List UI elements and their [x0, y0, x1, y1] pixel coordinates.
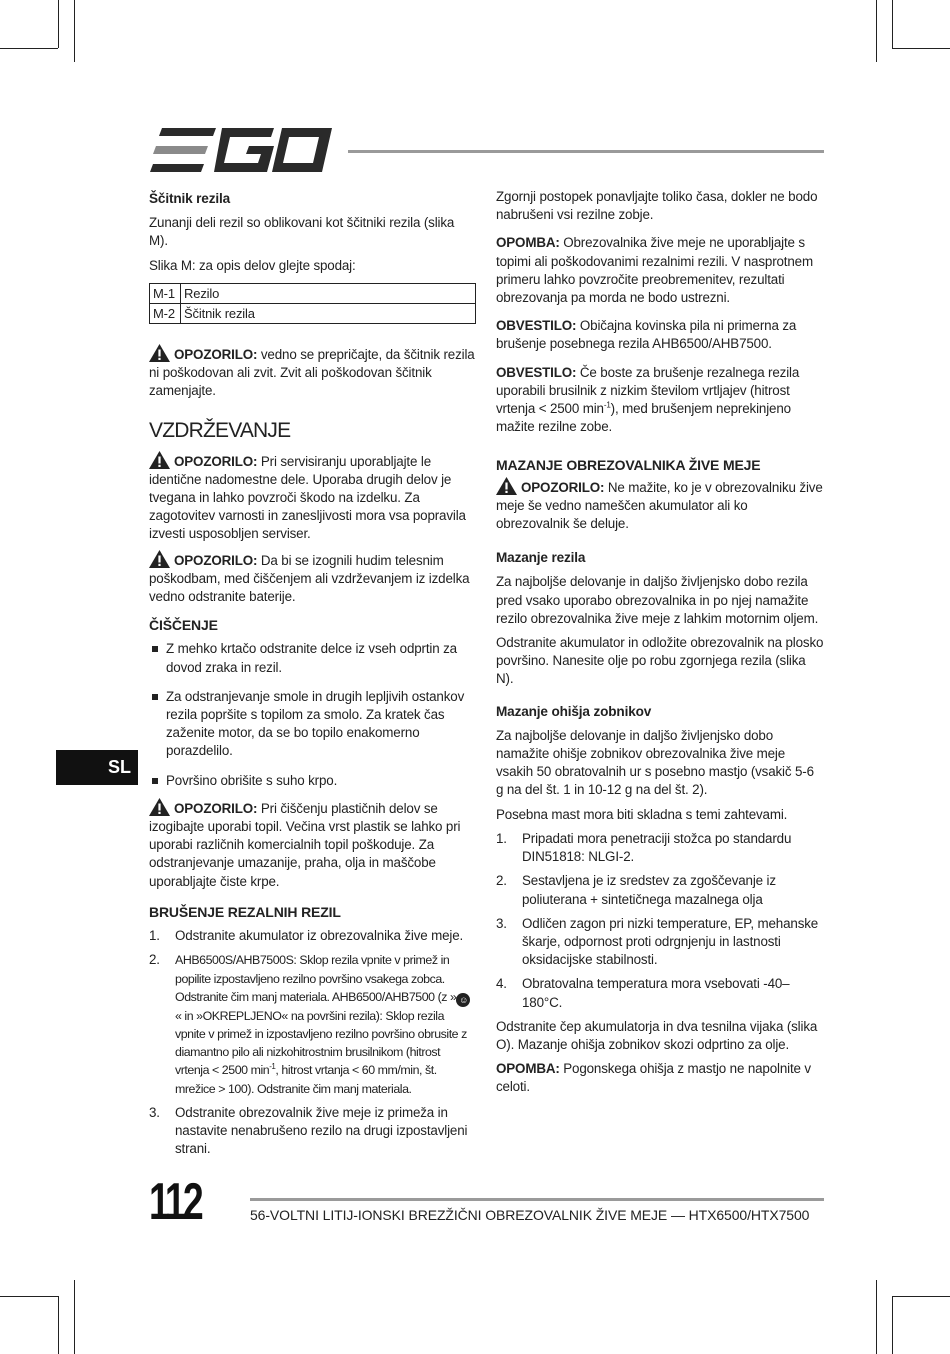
blade-lubrication-heading: Mazanje rezila: [496, 550, 586, 566]
step-item: [149, 1104, 476, 1159]
notice-text: Običajna kovinska pila ni primerna za brušenje posebnega rezila AHB6500/AHB7500.: [496, 318, 797, 352]
list-item-text: Z mehko krtačo odstranite delce iz vseh odprtin za dovod zraka in rezil.: [166, 641, 457, 675]
list-item: [149, 640, 476, 676]
warning-text: Ne mažite, ko je v obrezovalniku žive meje še vedno nameščen akumulator ali ko obrezovalnik še deluje.: [496, 479, 823, 532]
body-paragraph: Zgornji postopek ponavljajte toliko časa, dokler ne bodo nabrušeni vsi rezilne zobje.: [496, 189, 818, 223]
step-text: Odstranite obrezovalnik žive meje iz primeža in nastavite nenabrušeno rezilo na drugi izpostavljeni strani.: [175, 1104, 468, 1157]
list-item: [149, 772, 476, 790]
warning-label: OPOZORILO:: [174, 552, 258, 568]
gearbox-lubrication-heading: Mazanje ohišja zobnikov: [496, 703, 652, 719]
step-number: 2.: [149, 952, 160, 968]
warning-label: OPOZORILO:: [521, 479, 605, 495]
maintenance-heading: VZDRŽEVANJE: [149, 419, 291, 443]
warning-label: OPOZORILO:: [174, 453, 258, 469]
superscript: -1: [603, 400, 611, 410]
bullet-icon: [152, 778, 158, 784]
crop-mark: [892, 0, 893, 48]
footer-title: 56-VOLTNI LITIJ-IONSKI BREZŽIČNI OBREZOVALNIK ŽIVE MEJE — HTX6500/HTX7500: [250, 1207, 810, 1223]
warning-label: OPOZORILO:: [174, 346, 258, 362]
requirement-text: Odličen zagon pri nizki temperature, EP, mehanske škarje, odpornost proti odrgnjenju in lastnosti oksidacijske stabilnosti.: [522, 915, 819, 968]
notice-paragraph: [496, 317, 824, 353]
crop-mark: [58, 0, 59, 48]
requirement-text: Pripadati mora penetraciji stožca po standardu DIN51818: NLGI-2.: [522, 830, 792, 865]
note-paragraph: [496, 234, 824, 307]
step-item: [149, 927, 476, 945]
language-tab: SL: [56, 750, 138, 785]
guard-heading: Ščitnik rezila: [149, 191, 231, 206]
ego-logo: [150, 128, 332, 172]
warning-text: Da bi se izognili hudim telesnim poškodbam, med čiščenjem ali vzdrževanjem iz izdelka vedno odstranite baterije.: [149, 552, 470, 605]
step-text: Odstranite akumulator iz obrezovalnika žive meje.: [175, 928, 464, 944]
requirement-item: [496, 830, 824, 866]
step-number: 3.: [149, 1104, 160, 1120]
body-paragraph: Za najboljše delovanje in daljšo življenjsko dobo rezila pred vsako uporabo obrezovalnika in po njej namažite rezilo obrezovalnika žive meje z lahkim motornim oljem.: [496, 574, 819, 626]
notice-text: Če boste za brušenje rezalnega rezila uporabili brusilnik z nizkim številom vrtljajev (hitrost vrtenja < 2500 min: [496, 364, 800, 417]
notice-label: OBVESTILO:: [496, 318, 577, 334]
crop-mark: [892, 1296, 950, 1297]
smiley-face-icon: ☺: [456, 993, 470, 1007]
table-cell-code: M-2: [150, 303, 181, 323]
requirement-text: Sestavljena je iz sredstev za zgoščevanje iz poliuterana + sintetičnega mazalnega olja: [522, 873, 776, 907]
body-paragraph: Posebna mast mora biti skladna s temi zahtevami.: [496, 806, 788, 822]
warning-paragraph: [149, 344, 476, 401]
warning-text: Pri čiščenju plastičnih delov se izogibajte uporabi topil. Večina vrst plastik se lahko pri uporabi različnih komercialnih topil poškoduje. Za odstranjevanje umazanije, praha, olja in maščobe uporabljajte čiste krpe.: [149, 800, 461, 889]
body-paragraph: Odstranite čep akumulatorja in dva tesnilna vijaka (slika O). Mazanje ohišja zobnikov skozi odprtino za olje.: [496, 1018, 818, 1052]
note-label: OPOMBA:: [496, 235, 560, 251]
crop-mark: [892, 48, 950, 49]
cleaning-list: [149, 640, 476, 789]
warning-triangle-icon: [149, 798, 170, 816]
step-item: [149, 951, 476, 1097]
grease-requirements: [496, 830, 824, 1012]
requirement-item: [496, 872, 824, 908]
bullet-icon: [152, 646, 158, 652]
right-column: [496, 188, 824, 1103]
guard-paragraph: Zunanji deli rezil so oblikovani kot ščitniki rezila (slika M).: [149, 215, 455, 249]
step-text-part: « in »OKREPLJENO« na površini rezila): Sklop rezila vpnite v primež in izpostavljeno rezilno površino obrusite z diamantno pilo ali nizkohitrostnim brusilnikom (hitrost vrtenja < 2500 min: [175, 1008, 467, 1078]
step-text: [175, 953, 470, 1095]
crop-mark: [0, 1296, 58, 1297]
superscript: -1: [269, 1062, 276, 1072]
list-item-text: Za odstranjevanje smole in drugih lepljivih ostankov rezila popršite s topilom za smolo. Za kratek čas zaženite motor, da se bo topilo enakomerno porazdelilo.: [166, 688, 465, 759]
step-number: 3.: [496, 915, 507, 931]
table-cell-label: Rezilo: [181, 283, 476, 303]
note-label: OPOMBA:: [496, 1061, 560, 1077]
warning-paragraph: [496, 477, 824, 534]
note-text: Obrezovalnika žive meje ne uporabljajte s topimi ali poškodovanimi rezalnimi rezili. V nasprotnem primeru lahko povzročite preobremenitev, rezultati obrezovanja pa morda ne bodo ustrezni.: [496, 235, 813, 306]
warning-triangle-icon: [149, 550, 170, 568]
requirement-text: Obratovalna temperatura mora vsebovati -40–180°C.: [522, 976, 790, 1010]
warning-label: OPOZORILO:: [174, 800, 258, 816]
step-number: 1.: [496, 830, 507, 846]
crop-mark: [0, 48, 58, 49]
crop-mark: [892, 1296, 893, 1354]
cleaning-heading: ČIŠČENJE: [149, 617, 218, 634]
warning-text: Pri servisiranju uporabljajte le identične nadomestne dele. Uporaba drugih delov je tvegana in lahko povzroči škodo na izdelku. Za zagotovitev varnosti in zanesljivosti mora vsa popravila izvesti usposobljen serviser.: [149, 453, 466, 542]
list-item-text: Površino obrišite s suho krpo.: [166, 772, 338, 788]
step-text-part: , hitrost vrtanja < 60 mm/min, št. mrežice > 100). Odstranite čim manj materiala.: [175, 1063, 437, 1096]
table-cell-code: M-1: [150, 283, 181, 303]
table-cell-label: Ščitnik rezila: [181, 303, 476, 323]
notice-label: OBVESTILO:: [496, 364, 577, 380]
step-text-part: AHB6500S/AHB7500S: Sklop rezila vpnite v primež in popilite izpostavljeno rezilno površino vsakega zobca. Odstranite čim manj materiala. AHB6500/AHB7500 (z »: [175, 953, 457, 1004]
step-number: 1.: [149, 928, 160, 944]
warning-triangle-icon: [496, 477, 517, 495]
lubrication-heading: MAZANJE OBREZOVALNIKA ŽIVE MEJE: [496, 457, 761, 474]
requirement-item: [496, 975, 824, 1011]
header-rule: [348, 150, 824, 153]
crop-mark: [58, 1296, 59, 1354]
crop-mark: [876, 0, 877, 62]
warning-paragraph: [149, 451, 476, 544]
step-number: 2.: [496, 873, 507, 889]
crop-mark: [74, 1280, 75, 1354]
body-paragraph: Za najboljše delovanje in daljšo življenjsko dobo namažite ohišje zobnikov obrezovalnika žive meje vsakih 50 obratovalnih ur s posebno mastjo (vsakič 5-6 g na del št. 1 in 10-12 g na del št. 2).: [496, 727, 814, 798]
crop-mark: [74, 0, 75, 62]
sharpening-heading: BRUŠENJE REZALNIH REZIL: [149, 903, 341, 920]
list-item: [149, 688, 476, 761]
parts-table: [149, 283, 476, 324]
notice-paragraph: [496, 364, 824, 437]
bullet-icon: [152, 694, 158, 700]
sharpening-steps: [149, 927, 476, 1158]
warning-text: vedno se prepričajte, da ščitnik rezila ni poškodovan ali zvit. Zvit ali poškodovan ščitnik zamenjajte.: [149, 346, 475, 399]
warning-paragraph: [149, 798, 476, 891]
note-text: Pogonskega ohišja z mastjo ne napolnite v celoti.: [496, 1061, 811, 1095]
body-paragraph: Odstranite akumulator in odložite obrezovalnik na plosko površino. Nanesite olje po robu zgornjega rezila (slika N).: [496, 635, 824, 687]
notice-text: ), med brušenjem neprekinjeno mažite rezilne zobe.: [496, 401, 791, 435]
warning-paragraph: [149, 550, 476, 607]
table-row: [150, 283, 476, 303]
table-row: [150, 303, 476, 323]
page-number: 112: [149, 1173, 201, 1231]
crop-mark: [876, 1280, 877, 1354]
requirement-item: [496, 915, 824, 970]
footer-rule: [250, 1198, 824, 1201]
guard-paragraph: Slika M: za opis delov glejte spodaj:: [149, 257, 356, 273]
warning-triangle-icon: [149, 344, 170, 362]
warning-triangle-icon: [149, 451, 170, 469]
note-paragraph: [496, 1060, 824, 1096]
left-column: [149, 188, 476, 1164]
step-number: 4.: [496, 976, 507, 992]
